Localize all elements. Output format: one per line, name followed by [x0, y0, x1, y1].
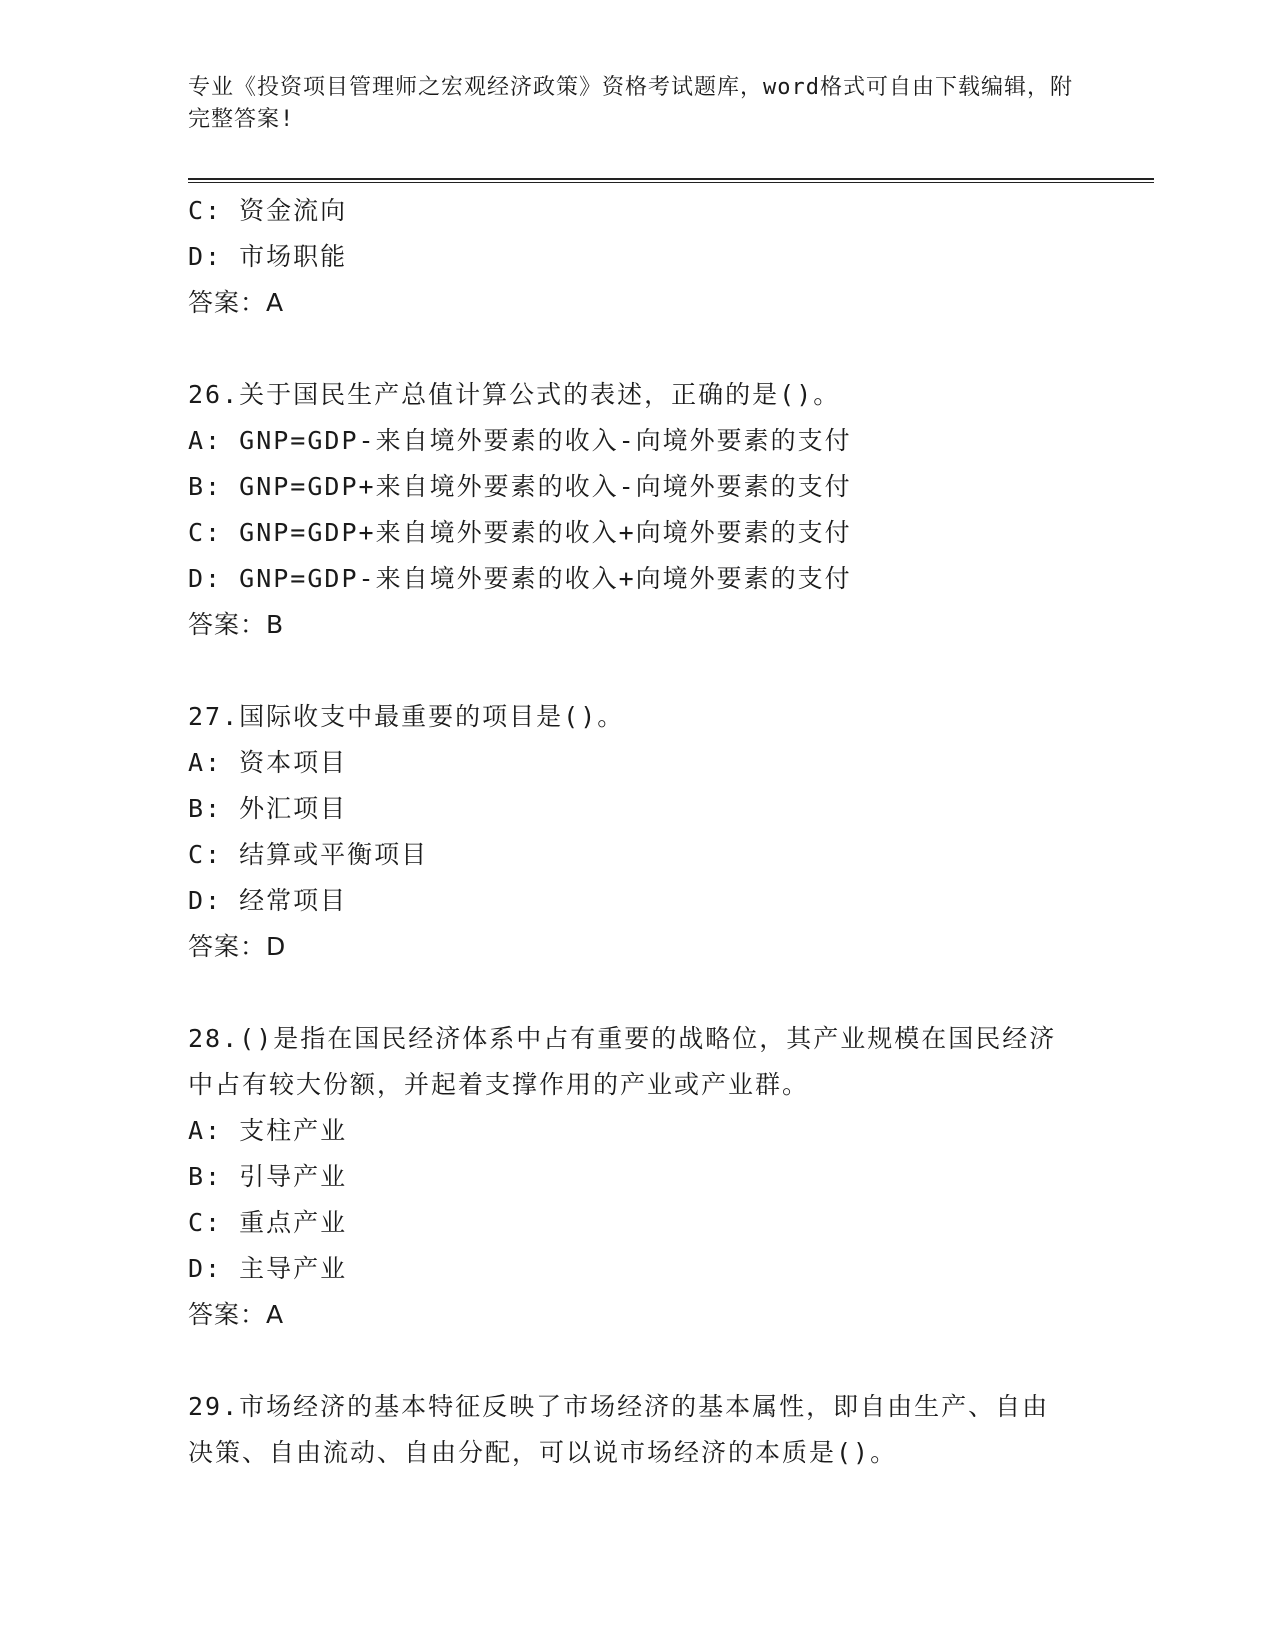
question-25-remainder: [188, 188, 1088, 326]
answer-line: 答案：D: [188, 932, 287, 961]
option-c: C: 结算或平衡项目: [188, 840, 429, 869]
question-stem: 28.()是指在国民经济体系中占有重要的战略位，其产业规模在国民经济中占有较大份额，并起着支撑作用的产业或产业群。: [188, 1024, 1057, 1099]
option-d: D: 市场职能: [188, 242, 348, 271]
spacer: [188, 1338, 1088, 1384]
option-d: D: GNP=GDP-来自境外要素的收入+向境外要素的支付: [188, 564, 852, 593]
option-a: A: GNP=GDP-来自境外要素的收入-向境外要素的支付: [188, 426, 852, 455]
header-divider: [188, 178, 1154, 183]
question-list: [188, 188, 1088, 1476]
question-27: [188, 694, 1088, 970]
spacer: [188, 970, 1088, 1016]
answer-line: 答案：A: [188, 1300, 285, 1329]
option-b: B: 外汇项目: [188, 794, 348, 823]
question-stem: 26.关于国民生产总值计算公式的表述，正确的是()。: [188, 380, 841, 409]
option-c: C: 重点产业: [188, 1208, 348, 1237]
question-stem: 27.国际收支中最重要的项目是()。: [188, 702, 625, 731]
option-c: C: GNP=GDP+来自境外要素的收入+向境外要素的支付: [188, 518, 852, 547]
spacer: [188, 648, 1088, 694]
question-28: [188, 1016, 1088, 1338]
option-b: B: GNP=GDP+来自境外要素的收入-向境外要素的支付: [188, 472, 852, 501]
question-stem: 29.市场经济的基本特征反映了市场经济的基本属性，即自由生产、自由决策、自由流动、自由分配，可以说市场经济的本质是()。: [188, 1392, 1050, 1467]
question-26: [188, 372, 1088, 648]
answer-line: 答案：B: [188, 610, 285, 639]
question-29: [188, 1384, 1088, 1476]
option-a: A: 支柱产业: [188, 1116, 348, 1145]
option-a: A: 资本项目: [188, 748, 348, 777]
document-header-intro: 专业《投资项目管理师之宏观经济政策》资格考试题库，word格式可自由下载编辑，附完整答案!: [188, 75, 1073, 132]
option-d: D: 主导产业: [188, 1254, 348, 1283]
answer-line: 答案：A: [188, 288, 285, 317]
option-b: B: 引导产业: [188, 1162, 348, 1191]
option-c: C: 资金流向: [188, 196, 348, 225]
spacer: [188, 326, 1088, 372]
option-d: D: 经常项目: [188, 886, 348, 915]
